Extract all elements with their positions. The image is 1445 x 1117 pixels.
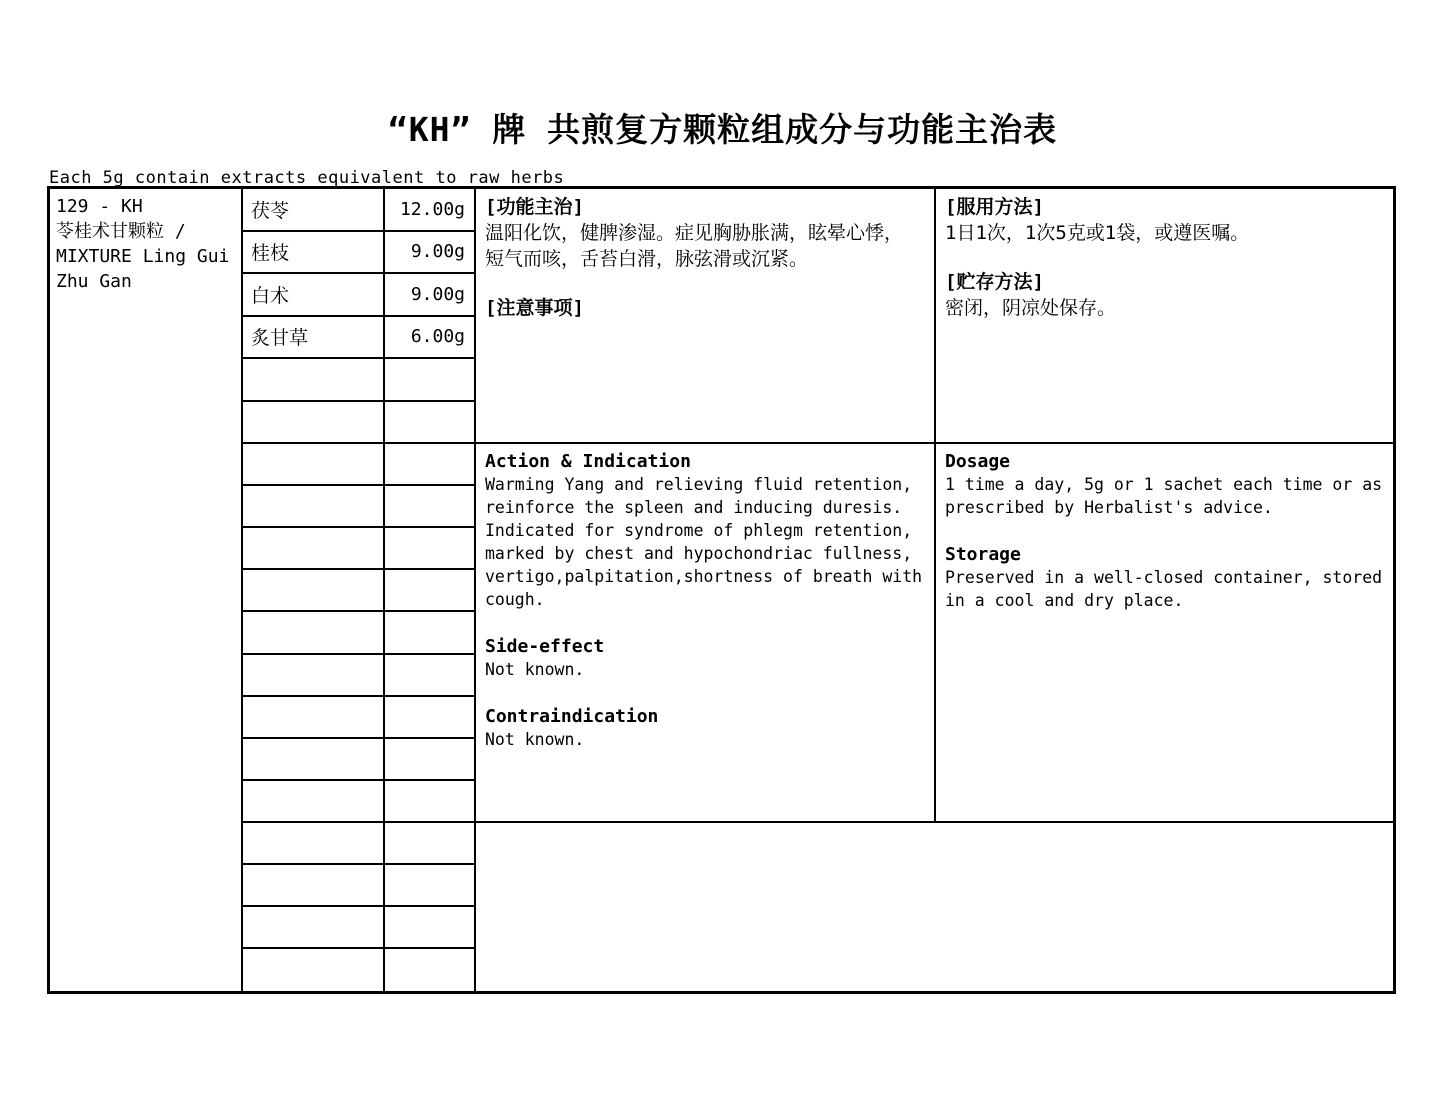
function-indication-en-cell [476, 444, 936, 823]
ingredient-name: 炙甘草 [243, 317, 385, 358]
ingredient-amount [385, 402, 476, 443]
ingredient-row [243, 781, 476, 823]
ingredient-row [243, 949, 476, 991]
ingredient-amount [385, 865, 476, 905]
ingredient-row [243, 402, 476, 445]
contraindication-heading: Contraindication [485, 706, 659, 727]
ingredient-amount [385, 444, 476, 484]
ingredient-name [243, 528, 385, 568]
ingredient-row [243, 317, 476, 360]
ingredient-row [243, 189, 476, 232]
ingredient-name [243, 359, 385, 400]
page-subtitle: Each 5g contain extracts equivalent to raw herbs [49, 168, 565, 188]
usage-storage-cn-cell [936, 189, 1393, 444]
ingredient-name [243, 612, 385, 652]
ingredient-amount [385, 949, 476, 991]
ingredient-amount: 9.00g [385, 274, 476, 315]
page-title: “KH” 牌 共煎复方颗粒组成分与功能主治表 [387, 110, 1058, 149]
ingredient-row [243, 274, 476, 317]
product-name-en-line1: MIXTURE Ling Gui [56, 246, 230, 267]
ingredient-row [243, 655, 476, 697]
ingredient-row [243, 528, 476, 570]
ingredient-amount [385, 486, 476, 526]
contraindication-body: Not known. [485, 730, 585, 749]
dosage-heading-cn: [服用方法] [945, 196, 1044, 218]
dosage-body-en: 1 time a day, 5g or 1 sachet each time or as prescribed by Herbalist's advice. [945, 475, 1383, 517]
ingredient-name: 白术 [243, 274, 385, 315]
ingredient-name [243, 655, 385, 695]
ingredient-row [243, 232, 476, 275]
ingredient-row [243, 570, 476, 612]
empty-bottom-cell [476, 823, 1393, 991]
ingredient-name [243, 781, 385, 821]
ingredient-amount [385, 359, 476, 400]
ingredient-name: 桂枝 [243, 232, 385, 273]
product-name-cn: 苓桂术甘颗粒 / [56, 221, 186, 242]
ingredient-name [243, 697, 385, 737]
product-code: 129 - KH [56, 196, 143, 217]
action-indication-heading: Action & Indication [485, 451, 691, 472]
ingredient-row [243, 907, 476, 949]
ingredient-amount [385, 697, 476, 737]
ingredient-amount [385, 739, 476, 779]
function-heading-cn: [功能主治] [485, 196, 584, 218]
ingredient-name: 茯苓 [243, 189, 385, 230]
ingredient-name [243, 865, 385, 905]
ingredient-row [243, 823, 476, 865]
dosage-body-cn: 1日1次，1次5克或1袋，或遵医嘱。 [945, 222, 1250, 244]
ingredient-row [243, 865, 476, 907]
product-name-en-line2: Zhu Gan [56, 271, 132, 292]
side-effect-heading: Side-effect [485, 636, 605, 657]
ingredient-row [243, 697, 476, 739]
storage-heading-cn: [贮存方法] [945, 271, 1044, 293]
ingredient-amount: 12.00g [385, 189, 476, 230]
storage-heading-en: Storage [945, 544, 1021, 565]
dosage-heading-en: Dosage [945, 451, 1011, 472]
ingredient-row [243, 444, 476, 486]
action-indication-body: Warming Yang and relieving fluid retention, reinforce the spleen and inducing duresis. Indicated for syndrome of phlegm retention, marked by chest and hypochondriac fullness, vertigo,palpitation,shortness of breath with cough. [485, 475, 923, 609]
ingredient-name [243, 823, 385, 863]
product-info-cell [50, 189, 243, 991]
side-effect-body: Not known. [485, 660, 585, 679]
ingredient-name [243, 444, 385, 484]
storage-body-cn: 密闭，阴凉处保存。 [945, 297, 1117, 319]
ingredient-amount [385, 528, 476, 568]
ingredient-row [243, 612, 476, 654]
precautions-heading-cn: [注意事项] [485, 297, 584, 319]
ingredients-list [243, 189, 476, 991]
ingredient-row [243, 486, 476, 528]
ingredient-amount [385, 823, 476, 863]
ingredient-amount [385, 907, 476, 947]
ingredient-row [243, 739, 476, 781]
ingredient-amount [385, 570, 476, 610]
ingredient-amount [385, 655, 476, 695]
ingredient-name [243, 739, 385, 779]
ingredient-name [243, 570, 385, 610]
composition-table [47, 186, 1396, 994]
ingredient-amount [385, 612, 476, 652]
ingredient-row [243, 359, 476, 402]
dosage-storage-en-cell [936, 444, 1393, 823]
function-body-cn: 温阳化饮，健脾渗湿。症见胸胁胀满，眩晕心悸，短气而咳，舌苔白滑，脉弦滑或沉紧。 [485, 222, 904, 270]
ingredient-amount: 9.00g [385, 232, 476, 273]
storage-body-en: Preserved in a well-closed container, stored in a cool and dry place. [945, 568, 1383, 610]
ingredient-name [243, 402, 385, 443]
ingredient-amount [385, 781, 476, 821]
ingredient-name [243, 949, 385, 991]
ingredient-name [243, 907, 385, 947]
function-indication-cn-cell [476, 189, 936, 444]
ingredient-name [243, 486, 385, 526]
ingredient-amount: 6.00g [385, 317, 476, 358]
